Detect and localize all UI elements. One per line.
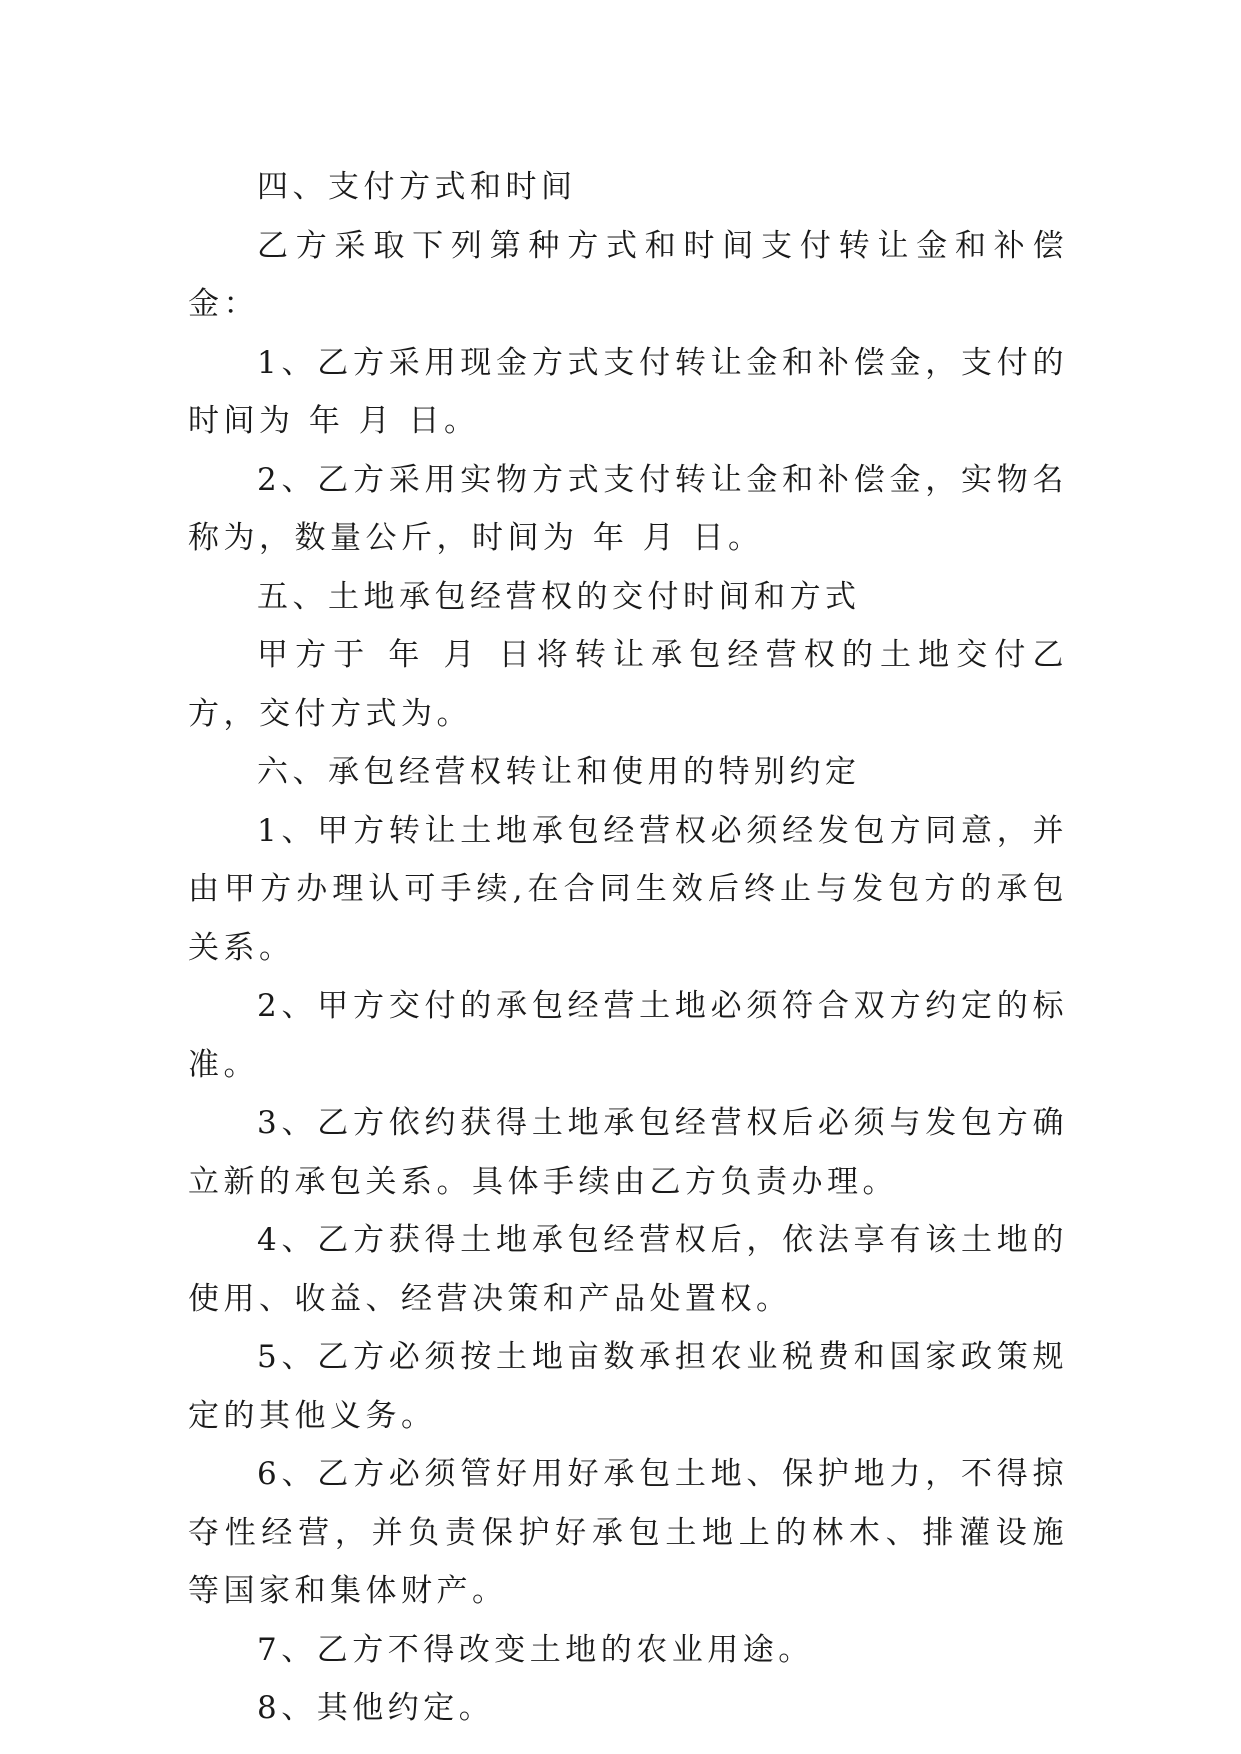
paragraph-payment-intro: 乙方采取下列第种方式和时间支付转让金和补偿金： <box>188 227 1068 322</box>
clause-term-1: 1、甲方转让土地承包经营权必须经发包方同意，并由甲方办理认可手续,在合同生效后终止与发包方的承包关系。 <box>188 812 1068 966</box>
clause-term-3: 3、乙方依约获得土地承包经营权后必须与发包方确立新的承包关系。具体手续由乙方负责办理。 <box>188 1105 1068 1200</box>
document-body <box>188 158 1068 1738</box>
clause-term-7: 7、乙方不得改变土地的农业用途。 <box>257 1631 814 1668</box>
section-heading-delivery: 五、土地承包经营权的交付时间和方式 <box>257 578 861 615</box>
section-heading-special-terms: 六、承包经营权转让和使用的特别约定 <box>257 754 861 790</box>
section-heading-payment: 四、支付方式和时间 <box>257 169 577 205</box>
clause-term-8: 8、其他约定。 <box>257 1690 495 1726</box>
clause-term-5: 5、乙方必须按土地亩数承担农业税费和国家政策规定的其他义务。 <box>188 1339 1068 1434</box>
clause-in-kind-payment: 2、乙方采用实物方式支付转让金和补偿金，实物名称为，数量公斤，时间为 年 月 日。 <box>188 461 1068 556</box>
clause-term-2: 2、甲方交付的承包经营土地必须符合双方约定的标准。 <box>188 988 1068 1083</box>
clause-cash-payment: 1、乙方采用现金方式支付转让金和补偿金，支付的时间为 年 月 日。 <box>188 344 1068 439</box>
clause-term-6: 6、乙方必须管好用好承包土地、保护地力，不得掠夺性经营，并负责保护好承包土地上的林木、排灌设施等国家和集体财产。 <box>188 1456 1068 1609</box>
clause-term-4: 4、乙方获得土地承包经营权后，依法享有该土地的使用、收益、经营决策和产品处置权。 <box>188 1222 1068 1317</box>
paragraph-delivery: 甲方于 年 月 日将转让承包经营权的土地交付乙方，交付方式为。 <box>188 637 1068 732</box>
